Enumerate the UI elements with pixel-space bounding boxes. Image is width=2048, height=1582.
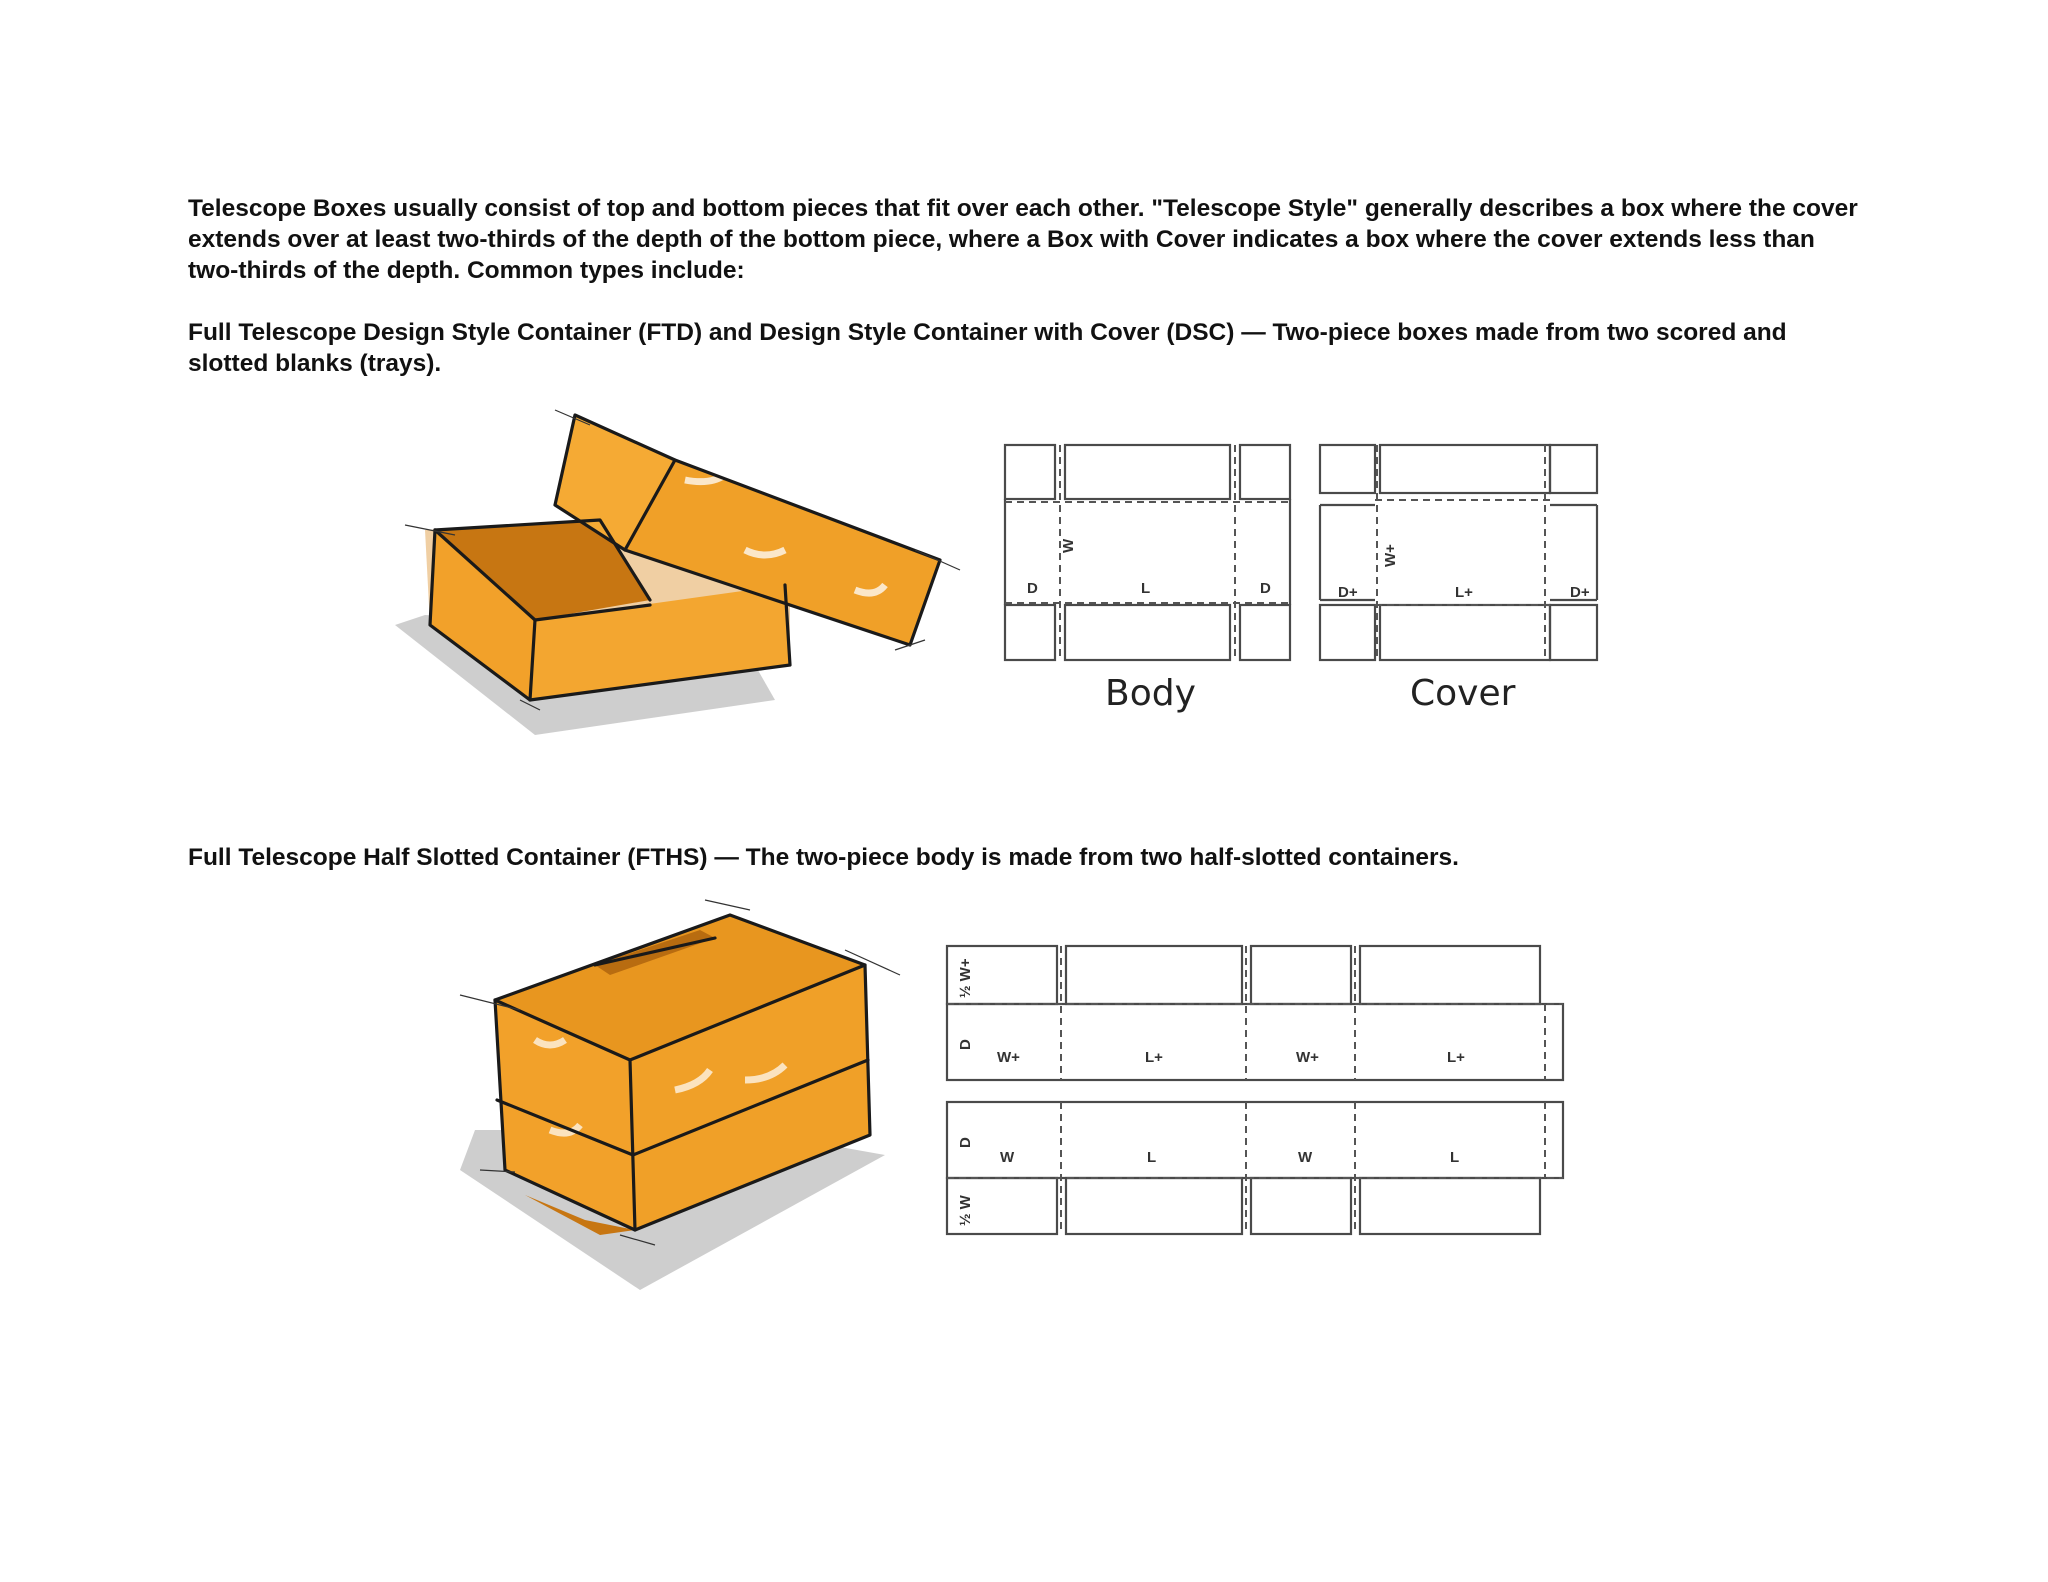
body-label-d-left: D	[1027, 580, 1038, 597]
fths-bottom-panel-1: W	[1000, 1149, 1015, 1166]
fths-bottom-panel-2: L	[1147, 1149, 1157, 1166]
fths-bottom-panel-3: W	[1298, 1149, 1313, 1166]
ftd-heading-paragraph: Full Telescope Design Style Container (FTD) and Design Style Container with Cover (DSC) — Two-piece boxes made from two scored and slotted blanks (trays).	[188, 319, 1787, 377]
ftd-blanks-diagram	[995, 435, 1625, 735]
fths-bottom-depth-label: D	[957, 1137, 974, 1148]
body-label-l: L	[1141, 580, 1151, 597]
cover-label-l: L+	[1455, 584, 1473, 601]
body-label-d-right: D	[1260, 580, 1271, 597]
fths-top-blank	[947, 946, 1563, 1080]
fths-blanks-diagram	[940, 938, 1570, 1238]
fths-bottom-flap-label: ½ W	[957, 1195, 974, 1226]
fths-top-panel-4: L+	[1447, 1049, 1465, 1066]
cover-caption: Cover	[1410, 673, 1516, 714]
cover-label-d-left: D+	[1338, 584, 1358, 601]
fths-box-illustration	[445, 890, 915, 1310]
fths-bottom-blank	[947, 1102, 1563, 1234]
ftd-box-illustration	[385, 400, 985, 760]
body-caption: Body	[1105, 673, 1196, 714]
fths-bottom-panel-4: L	[1450, 1149, 1460, 1166]
fths-top-panel-1: W+	[997, 1049, 1020, 1066]
fths-top-panel-2: L+	[1145, 1049, 1163, 1066]
cover-label-w: W+	[1382, 544, 1399, 567]
body-blank	[1005, 445, 1290, 714]
intro-paragraph: Telescope Boxes usually consist of top and bottom pieces that fit over each other. "Telescope Style" generally describes a box where the cover extends over at least two-thirds of the depth of the bottom piece, where a Box with Cover indicates a box where the cover extends less than two-thirds of the depth. Common types include:	[188, 195, 1858, 284]
fths-top-flap-label: ½ W+	[957, 958, 974, 998]
fths-heading-paragraph: Full Telescope Half Slotted Container (FTHS) — The two-piece body is made from two half-slotted containers.	[188, 844, 1459, 871]
fths-top-panel-3: W+	[1296, 1049, 1319, 1066]
cover-label-d-right: D+	[1570, 584, 1590, 601]
body-label-w: W	[1060, 538, 1077, 553]
fths-top-depth-label: D	[957, 1039, 974, 1050]
cover-blank	[1320, 445, 1597, 714]
